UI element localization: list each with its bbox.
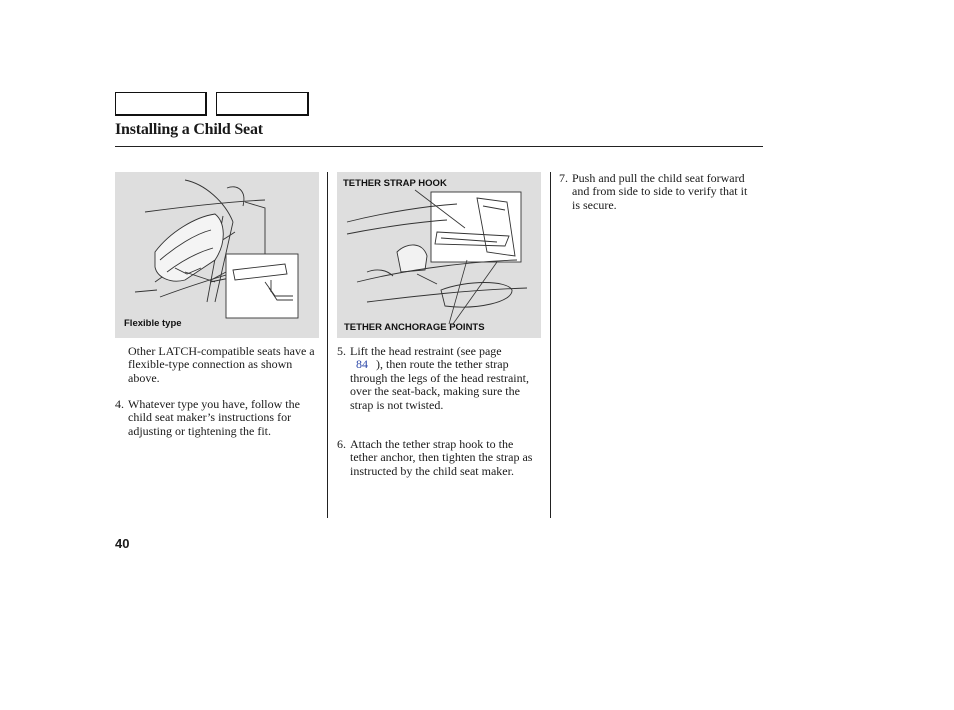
intro-text: Other LATCH-compatible seats have a flexible-type connection as shown above. — [128, 344, 315, 385]
page-link-84[interactable]: 84 — [356, 357, 368, 372]
step-number: 4. — [115, 397, 124, 411]
step-text: Push and pull the child seat forward and from side to side to verify that it is secure. — [572, 171, 748, 212]
step-text-part: Lift the head restraint (see page — [350, 344, 502, 358]
column-divider — [327, 172, 328, 518]
intro-paragraph — [128, 345, 320, 385]
column-divider — [550, 172, 551, 518]
step-number: 6. — [337, 437, 346, 451]
child-seat-illustration — [115, 172, 319, 338]
title-rule — [115, 146, 763, 147]
page-title: Installing a Child Seat — [115, 121, 263, 138]
step-4 — [115, 398, 320, 438]
nav-tab-index[interactable] — [216, 92, 309, 116]
step-text — [350, 345, 543, 412]
step-text: Whatever type you have, follow the child seat maker’s instructions for adjusting or tightening the fit. — [128, 397, 300, 438]
step-6 — [337, 438, 543, 478]
step-5 — [337, 345, 543, 412]
step-number: 5. — [337, 344, 346, 358]
figure-tether-anchorage — [337, 172, 541, 338]
step-text: Attach the tether strap hook to the tether anchor, then tighten the strap as instructed by the child seat maker. — [350, 437, 533, 478]
nav-tab-main-menu[interactable] — [115, 92, 207, 116]
tether-illustration — [337, 172, 541, 338]
figure-caption-top: TETHER STRAP HOOK — [343, 178, 447, 189]
figure-flexible-latch — [115, 172, 319, 338]
step-text-part: ), then route the tether strap through the legs of the head restraint, over the seat-back, making sure the strap is not twisted. — [350, 357, 529, 412]
figure-caption: Flexible type — [124, 318, 182, 329]
page-number: 40 — [115, 536, 130, 551]
figure-caption-bottom: TETHER ANCHORAGE POINTS — [344, 322, 485, 333]
step-number: 7. — [559, 171, 568, 185]
step-7 — [559, 172, 753, 212]
